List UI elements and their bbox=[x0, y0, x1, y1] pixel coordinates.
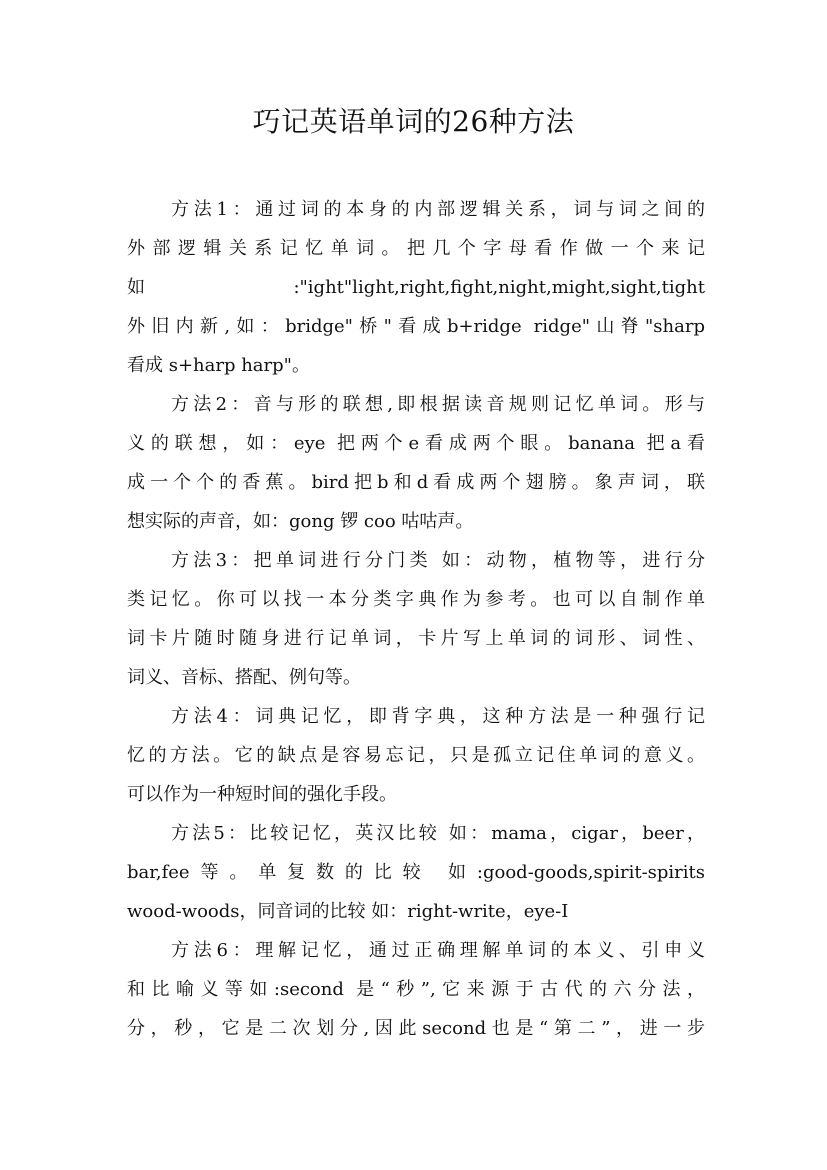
text-line: 方法2：音与形的联想,即根据读音规则记忆单词。形与 bbox=[171, 394, 705, 415]
text-line: 词义、音标、搭配、例句等。 bbox=[127, 667, 361, 688]
text-line: wood-woods，同音词的比较 如：right-write，eye-I bbox=[127, 901, 569, 922]
text-line: 成一个个的香蕉。bird把b和d看成两个翅膀。象声词，联 bbox=[127, 472, 705, 493]
text-line: 义的联想，如：eye 把两个e看成两个眼。banana 把a看 bbox=[127, 433, 705, 454]
document-title: 巧记英语单词的26种方法 bbox=[252, 105, 575, 138]
text-line: 看成 s+harp harp"。 bbox=[127, 355, 310, 376]
text-line: 方法1：通过词的本身的内部逻辑关系，词与词之间的 bbox=[171, 199, 705, 220]
text-line: 如 :"ight"light,right,fight,night,might,sight,tight bbox=[127, 277, 705, 298]
text-line: 外部逻辑关系记忆单词。把几个字母看作做一个来记 bbox=[127, 238, 705, 259]
text-line: 可以作为一种短时间的强化手段。 bbox=[127, 784, 397, 805]
text-line: 分，秒，它是二次划分,因此second也是“第二”，进一步 bbox=[127, 1018, 705, 1039]
text-line: 外旧内新,如：bridge"桥"看成b+ridge ridge"山脊"sharp bbox=[127, 316, 705, 337]
text-line: 方法4：词典记忆，即背字典，这种方法是一种强行记 bbox=[171, 706, 705, 727]
text-line: 忆的方法。它的缺点是容易忘记，只是孤立记住单词的意义。 bbox=[127, 745, 705, 766]
text-line: 想实际的声音，如：gong 锣 coo 咕咕声。 bbox=[127, 511, 474, 532]
text-line: 方法5：比较记忆，英汉比较 如：mama，cigar，beer， bbox=[171, 823, 705, 844]
text-line: 方法6：理解记忆，通过正确理解单词的本义、引申义 bbox=[171, 940, 705, 961]
text-line: bar,fee等。单复数的比较 如:good-goods,spirit-spirits bbox=[127, 862, 705, 883]
text-line: 词卡片随时随身进行记单词，卡片写上单词的词形、词性、 bbox=[127, 628, 705, 649]
text-line: 类记忆。你可以找一本分类字典作为参考。也可以自制作单 bbox=[127, 589, 705, 610]
text-line: 方法3：把单词进行分门类 如：动物，植物等，进行分 bbox=[171, 550, 705, 571]
text-line: 和比喻义等如:second 是“秒”,它来源于古代的六分法， bbox=[127, 979, 705, 1000]
document-body bbox=[127, 190, 705, 1048]
